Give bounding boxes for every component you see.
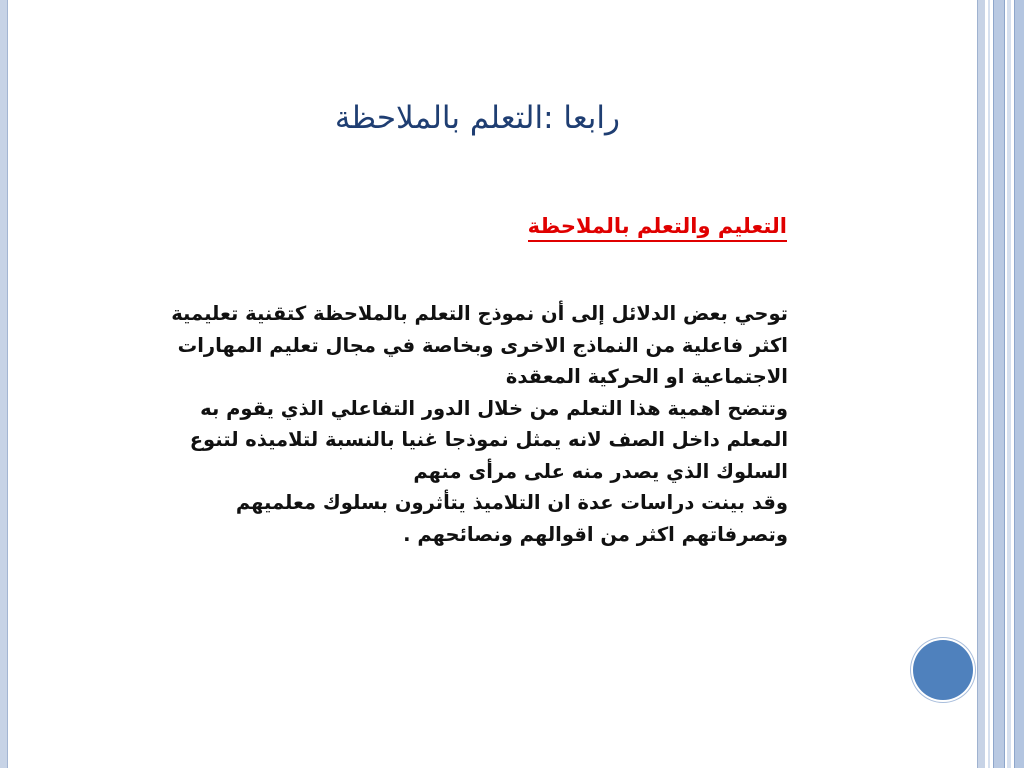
slide-title: رابعا :التعلم بالملاحظة <box>334 100 620 136</box>
body-line: اكثر فاعلية من النماذج الاخرى وبخاصة في مجال تعليم المهارات <box>177 333 788 357</box>
right-frame-stripe <box>993 0 1005 768</box>
body-line: وتصرفاتهم اكثر من اقوالهم ونصائحهم . <box>403 522 788 546</box>
right-frame-stripe <box>1007 0 1011 768</box>
body-line: توحي بعض الدلائل إلى أن نموذج التعلم بالملاحظة كتقنية تعليمية <box>171 302 788 325</box>
right-frame-stripe <box>1014 0 1024 768</box>
body-line: وتتضح اهمية هذا التعلم من خلال الدور التفاعلي الذي يقوم به <box>200 396 788 420</box>
slide-body-text <box>70 298 788 550</box>
right-frame-stripe <box>977 0 985 768</box>
right-frame-stripe <box>988 0 990 768</box>
body-line: المعلم داخل الصف لانه يمثل نموذجا غنيا بالنسبة لتلاميذه لتنوع <box>189 428 788 451</box>
slide-subheading <box>300 214 787 238</box>
left-frame-border <box>0 0 8 768</box>
body-line: وقد بينت دراسات عدة ان التلاميذ يتأثرون بسلوك معلميهم <box>235 491 788 514</box>
body-line: الاجتماعية او الحركية المعقدة <box>505 365 788 388</box>
decorative-circle-icon <box>913 640 973 700</box>
subheading-text: التعليم والتعلم بالملاحظة <box>528 214 787 242</box>
body-line: السلوك الذي يصدر منه على مرأى منهم <box>413 459 788 483</box>
